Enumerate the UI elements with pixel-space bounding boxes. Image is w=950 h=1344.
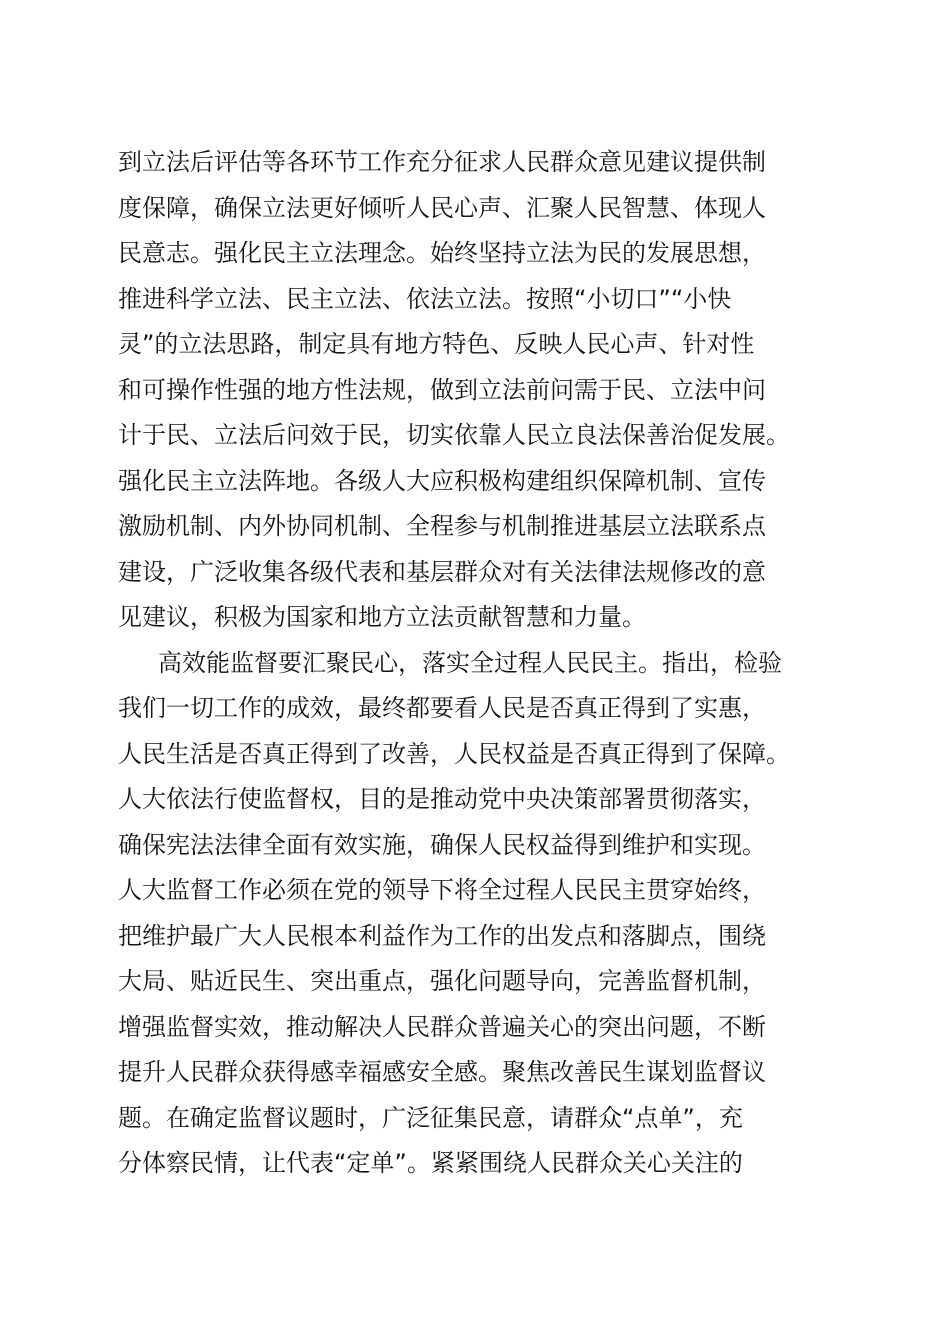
text-line: 人大依法行使监督权，目的是推动党中央决策部署贯彻落实， — [118, 785, 766, 813]
text-line: 度保障，确保立法更好倾听人民心声、汇聚人民智慧、体现人 — [118, 193, 766, 222]
text-line: 确保宪法法律全面有效实施，确保人民权益得到维护和实现。 — [118, 830, 766, 859]
text-line: 题。在确定监督议题时，广泛征集民意，请群众“点单”，充 — [118, 1103, 743, 1132]
document-body — [118, 140, 838, 1187]
text-line: 见建议，积极为国家和地方立法贡献智慧和力量。 — [118, 603, 646, 631]
text-line: 推进科学立法、民主立法、依法立法。按照“小切口”“小快 — [118, 284, 732, 313]
paragraph-1 — [118, 140, 838, 641]
text-line: 激励机制、内外协同机制、全程参与机制推进基层立法联系点 — [118, 512, 766, 540]
text-line-first: 高效能监督要汇聚民心，落实全过程人民民主。指出，检验 — [158, 648, 782, 677]
text-line: 人大监督工作必须在党的领导下将全过程人民民主贯穿始终， — [118, 876, 766, 904]
text-line: 提升人民群众获得感幸福感安全感。聚焦改善民生谋划监督议 — [118, 1058, 766, 1086]
text-line: 人民生活是否真正得到了改善，人民权益是否真正得到了保障。 — [118, 739, 790, 768]
text-line: 大局、贴近民生、突出重点，强化问题导向，完善监督机制， — [118, 967, 766, 995]
paragraph-2 — [118, 641, 838, 1187]
text-line: 建设，广泛收集各级代表和基层群众对有关法律法规修改的意 — [118, 557, 766, 586]
text-line: 民意志。强化民主立法理念。始终坚持立法为民的发展思想， — [118, 239, 766, 267]
text-line: 增强监督实效，推动解决人民群众普遍关心的突出问题，不断 — [118, 1012, 766, 1041]
text-line: 到立法后评估等各环节工作充分征求人民群众意见建议提供制 — [118, 148, 766, 176]
text-line: 和可操作性强的地方性法规，做到立法前问需于民、立法中问 — [118, 375, 766, 404]
text-line: 我们一切工作的成效，最终都要看人民是否真正得到了实惠， — [118, 694, 766, 722]
text-line: 计于民、立法后问效于民，切实依靠人民立良法保善治促发展。 — [118, 421, 790, 449]
text-line: 灵”的立法思路，制定具有地方特色、反映人民心声、针对性 — [118, 330, 755, 358]
text-line: 把维护最广大人民根本利益作为工作的出发点和落脚点，围绕 — [118, 921, 766, 950]
text-line: 强化民主立法阵地。各级人大应积极构建组织保障机制、宣传 — [118, 466, 766, 495]
text-line: 分体察民情，让代表“定单”。紧紧围绕人民群众关心关注的 — [118, 1149, 743, 1177]
